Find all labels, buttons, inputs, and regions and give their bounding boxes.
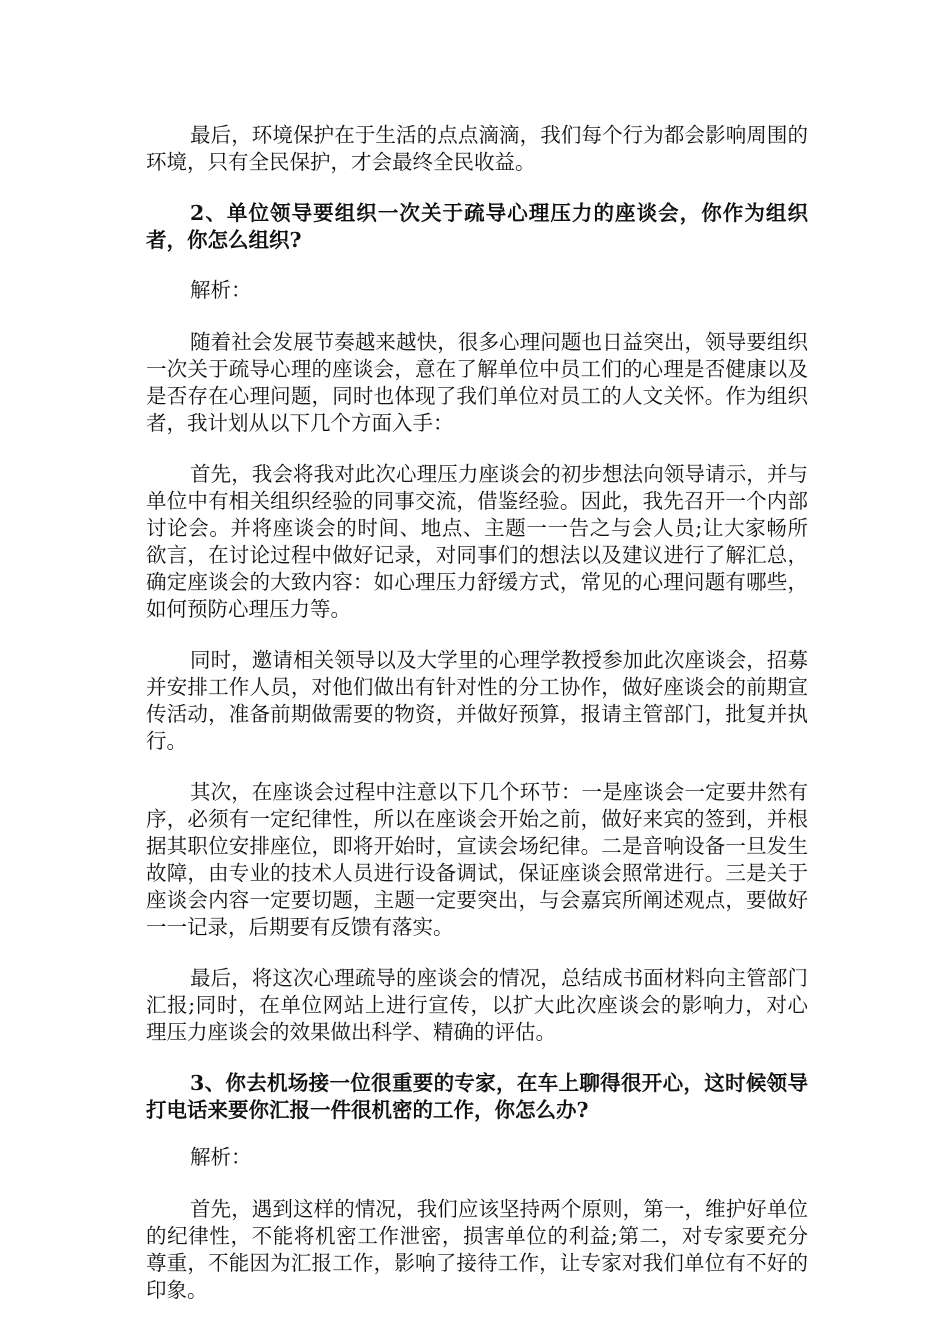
document-page (146, 122, 808, 1328)
analysis-label: 解析： (190, 1145, 252, 1169)
paragraph-intro: 随着社会发展节奏越来越快，很多心理问题也日益突出，领导要组织一次关于疏导心理的座谈会，意在了解单位中员工们的心理是否健康以及是否存在心理问题，同时也体现了我们单位对员工的人文关怀。作为组织者，我计划从以下几个方面入手： (146, 330, 808, 435)
question-3-heading: 3、你去机场接一位很重要的专家，在车上聊得很开心，这时候领导打电话来要你汇报一件很机密的工作，你怎么办? (146, 1071, 808, 1122)
paragraph-first-step: 首先，我会将我对此次心理压力座谈会的初步想法向领导请示，并与单位中有相关组织经验的同事交流，借鉴经验。因此，我先召开一个内部讨论会。并将座谈会的时间、地点、主题一一告之与会人员;让大家畅所欲言，在讨论过程中做好记录，对同事们的想法以及建议进行了解汇总，确定座谈会的大致内容：如心理压力舒缓方式，常见的心理问题有哪些，如何预防心理压力等。 (146, 462, 808, 621)
paragraph-preparation: 同时，邀请相关领导以及大学里的心理学教授参加此次座谈会，招募并安排工作人员，对他们做出有针对性的分工协作，做好座谈会的前期宣传活动，准备前期做需要的物资，并做好预算，报请主管部门，批复并执行。 (146, 648, 808, 753)
paragraph-summary: 最后，将这次心理疏导的座谈会的情况，总结成书面材料向主管部门汇报;同时，在单位网站上进行宣传，以扩大此次座谈会的影响力，对心理压力座谈会的效果做出科学、精确的评估。 (146, 966, 808, 1044)
paragraph-meeting-process: 其次，在座谈会过程中注意以下几个环节：一是座谈会一定要井然有序，必须有一定纪律性，所以在座谈会开始之前，做好来宾的签到，并根据其职位安排座位，即将开始时，宣读会场纪律。二是音响设备一旦发生故障，由专业的技术人员进行设备调试，保证座谈会照常进行。三是关于座谈会内容一定要切题，主题一定要突出，与会嘉宾所阐述观点，要做好一一记录，后期要有反馈有落实。 (146, 780, 808, 939)
paragraph-environment-conclusion: 最后，环境保护在于生活的点点滴滴，我们每个行为都会影响周围的环境，只有全民保护，才会最终全民收益。 (146, 123, 808, 174)
analysis-label: 解析： (190, 278, 252, 302)
question-2-heading: 2、单位领导要组织一次关于疏导心理压力的座谈会，你作为组织者，你怎么组织? (146, 201, 808, 252)
paragraph-principles: 首先，遇到这样的情况，我们应该坚持两个原则，第一，维护好单位的纪律性，不能将机密工作泄密，损害单位的利益;第二，对专家要充分尊重，不能因为汇报工作，影响了接待工作，让专家对我们单位有不好的印象。 (146, 1197, 808, 1302)
